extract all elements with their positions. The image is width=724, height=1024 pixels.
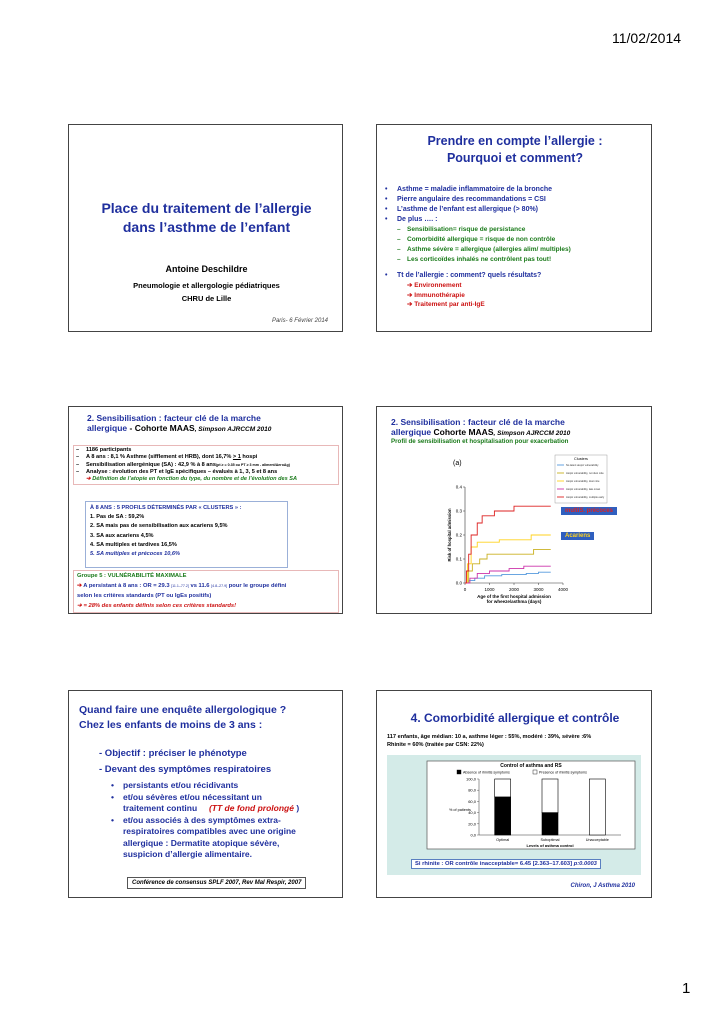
slide-2-content	[385, 185, 649, 310]
summary-conclusion: ➔ Définition de l’atopie en fonction du type, du nombre et de l’évolution des SA	[76, 476, 336, 483]
sub-bullet-item: – Les corticoïdes inhalés ne contrôlent pas tout!	[397, 255, 649, 265]
bullet-list	[385, 185, 649, 225]
bullet-list	[385, 271, 649, 281]
cluster-item: 3. SA aux acariens 4,5%	[90, 532, 154, 539]
summary-line: – Sensibilisation allergénique (SA) : 42,9 % à 8 ans(pt ≥ = 0.35 ou PT ≥ 3 mm - aliment/AeroAg)	[76, 462, 336, 469]
sub-bullet-list	[385, 225, 649, 265]
risk-series-line	[465, 506, 551, 583]
group5-line: selon les critères standards (PT ou IgEs positifs)	[77, 593, 212, 599]
legend-swatch	[457, 770, 461, 774]
odds-ratio-box: Si rhinite : OR contrôle inacceptable= 6.45 [2.363–17.603] p:0.0003	[411, 859, 601, 869]
slide-2	[376, 124, 652, 332]
hospital-risk-chart	[437, 453, 649, 613]
slide-3-title: 2. Sensibilisation : facteur clé de la marche allergique - Cohorte MAAS, Simpson AJRCCM 2010	[87, 413, 272, 433]
x-axis-label: Levels of asthma control	[526, 843, 574, 848]
author-name: Antoine Deschildre	[165, 264, 248, 274]
sub-bullet-item: – Comorbidité allergique = risque de non contrôle	[397, 235, 649, 245]
consensus-reference: Conférence de consensus SPLF 2007, Rev Mal Respir, 2007	[127, 877, 306, 889]
legend-entry: Atopic vulnerability, late onset	[566, 488, 601, 491]
risk-series-line	[465, 535, 551, 583]
bar-chart-title: Control of asthma and RS	[500, 763, 562, 769]
label-acariens: Acariens	[561, 532, 594, 540]
bar-segment	[589, 779, 605, 835]
bar-segment	[495, 797, 511, 835]
slide-6-summary: 117 enfants, âge médian: 10 a, asthme léger : 55%, modéré : 39%, sévère :6% Rhinite = 60% (traitée par CSN: 22%)	[387, 734, 592, 748]
slide-2-title: Prendre en compte l’allergie : Pourquoi et comment?	[427, 134, 603, 165]
bullet-item: • Asthme = maladie inflammatoire de la bronche	[385, 185, 649, 195]
x-tick-label: 0	[463, 587, 467, 592]
summary-line: – Analyse : évolution des PT et IgE spécifiques – évalués à 1, 3, 5 et 8 ans	[76, 469, 336, 476]
slide-5-criteria	[111, 780, 341, 861]
slide-5	[68, 690, 343, 898]
group5-line: ➔ = 28% des enfants définis selon ces critères standards!	[77, 601, 335, 611]
group5-title: Groupe 5 : VULNÉRABILITÉ MAXIMALE	[77, 573, 187, 579]
bar-segment	[542, 779, 558, 813]
slide-5-title: Quand faire une enquête allergologique ? Chez les enfants de moins de 3 ans :	[79, 704, 287, 731]
cluster-item: 2. SA mais pas de sensibilisation aux acariens 9,5%	[90, 523, 228, 530]
x-tick-label: Optimal	[496, 838, 510, 842]
legend-entry: Atopic vulnerability, multiple early	[566, 496, 605, 499]
cluster-item: 4. SA multiples et tardives 16,5%	[90, 541, 177, 548]
x-axis-label: for wheeze/asthma (days)	[486, 599, 542, 604]
treatment-item: ➔ Environnement	[407, 281, 649, 291]
cluster-item: 5. SA multiples et précoces 10,6%	[90, 551, 180, 558]
y-tick-label: 100,0	[465, 776, 476, 782]
legend-entry: No latent atopic vulnerability	[566, 464, 599, 467]
risk-lines	[465, 506, 551, 583]
group5-box	[73, 570, 339, 613]
treatment-item: ➔ Immunothérapie	[407, 291, 649, 301]
y-tick-label: 0.3	[455, 508, 462, 514]
control-chart-panel	[387, 755, 641, 875]
bullet-item: • Tt de l’allergie : comment? quels résultats?	[385, 271, 649, 281]
sub-bullet-item: – Sensibilisation= risque de persistance	[397, 225, 649, 235]
legend-entry: Atopic vulnerability, not dust mite	[566, 472, 604, 475]
sub-bullet-item: – Asthme sévère = allergique (allergies alim/ multiples)	[397, 245, 649, 255]
x-tick-label: Unacceptable	[585, 838, 609, 842]
slide-6	[376, 690, 652, 898]
group5-line: ➔ A persistant à 8 ans : OR = 29.3 [11.1–77.2] vs 11.6 [4.8–27.9] pour le groupe défini	[77, 581, 335, 591]
slide-3	[68, 406, 343, 614]
y-tick-label: 60,0	[468, 798, 476, 804]
x-axis-label: Age of the first hospital admission	[477, 594, 551, 599]
summary-line: – A 8 ans : 8,1 % Asthme (sifflement et HRB), dont 16,7% > 1 hospi	[76, 454, 336, 461]
objective-item: - Objectif : préciser le phénotype	[99, 748, 247, 759]
y-axis-label: % of patients	[449, 808, 471, 812]
risk-axes	[447, 485, 569, 605]
x-tick-label: 3000	[533, 587, 544, 592]
treatment-list	[385, 281, 649, 310]
page-number: 1	[682, 980, 691, 997]
y-tick-label: 40,0	[468, 810, 476, 816]
criteria-list	[111, 780, 341, 861]
summary-line: – 1186 participants	[76, 447, 336, 454]
treatment-item: ➔ Traitement par anti-IgE	[407, 300, 649, 310]
x-tick-label: 4000	[557, 587, 569, 592]
y-axis-label: Risk of hospital admission	[447, 508, 452, 562]
legend-title: Clusters	[574, 457, 588, 461]
x-tick-label: Suboptimal	[540, 838, 560, 842]
bar-segment	[495, 779, 511, 797]
slide-6-title: 4. Comorbidité allergique et contrôle	[410, 711, 620, 725]
y-tick-label: 20,0	[468, 821, 476, 827]
legend-entry: Presence of rhinitis symptoms	[539, 770, 587, 775]
risk-legend	[555, 455, 607, 503]
slide-5-objectives	[99, 746, 339, 778]
maas-summary	[73, 445, 339, 485]
criteria-item: • et/ou associés à des symptômes extra- respiratoires compatibles avec une origine allergique : Dermatite atopique sévère, suspicion d’allergie alimentaire.	[111, 815, 341, 861]
clusters-box-title: À 8 ANS : 5 PROFILS DÉTERMINÉS PAR « CLUSTERS » :	[90, 505, 242, 511]
author-affiliation: Pneumologie et allergologie pédiatriques CHRU de Lille	[133, 281, 280, 303]
control-bar-chart	[387, 755, 641, 875]
chiron-reference: Chiron, J Asthma 2010	[570, 883, 635, 889]
criteria-item: • et/ou sévères et/ou nécessitant un traitement continu (TT de fond prolongé )	[111, 792, 341, 815]
criteria-item: • persistants et/ou récidivants	[111, 780, 341, 792]
label-multiples-precoces: multiS. précoces	[561, 507, 617, 515]
y-tick-label: 0.4	[455, 484, 462, 490]
legend-entry: Atopic vulnerability, dust mite	[566, 480, 600, 483]
slide-1-title: Place du traitement de l’allergie dans l’asthme de l’enfant	[101, 200, 312, 235]
slide-4-subtitle: Profil de sensibilisation et hospitalisation pour exacerbation	[391, 438, 569, 445]
slide-4	[376, 406, 652, 614]
page-date: 11/02/2014	[612, 30, 682, 46]
cluster-item: 1. Pas de SA : 59,2%	[90, 514, 145, 521]
x-tick-label: 2000	[508, 587, 520, 592]
place-date: Paris- 6 Février 2014	[271, 318, 328, 324]
y-tick-label: 80,0	[468, 787, 476, 793]
x-tick-label: 1000	[484, 587, 495, 592]
y-tick-label: 0,0	[470, 832, 476, 838]
bullet-item: • L’asthme de l’enfant est allergique (> 80%)	[385, 205, 649, 215]
clusters-box	[85, 501, 288, 568]
bar-segment	[542, 813, 558, 835]
panel-label: (a)	[453, 460, 462, 467]
y-tick-label: 0.2	[455, 532, 462, 538]
legend-swatch	[533, 770, 537, 774]
slide-1	[68, 124, 343, 332]
y-tick-label: 0.1	[455, 556, 462, 562]
objective-item: - Devant des symptômes respiratoires	[99, 764, 272, 775]
y-tick-label: 0.0	[455, 580, 462, 586]
slide-4-title: 2. Sensibilisation : facteur clé de la marche allergique Cohorte MAAS, Simpson AJRCCM 2010	[391, 417, 571, 437]
bullet-item: • De plus …. :	[385, 215, 649, 225]
legend-entry: Absence of rhinitis symptoms	[463, 770, 510, 775]
bullet-item: • Pierre angulaire des recommandations = CSI	[385, 195, 649, 205]
